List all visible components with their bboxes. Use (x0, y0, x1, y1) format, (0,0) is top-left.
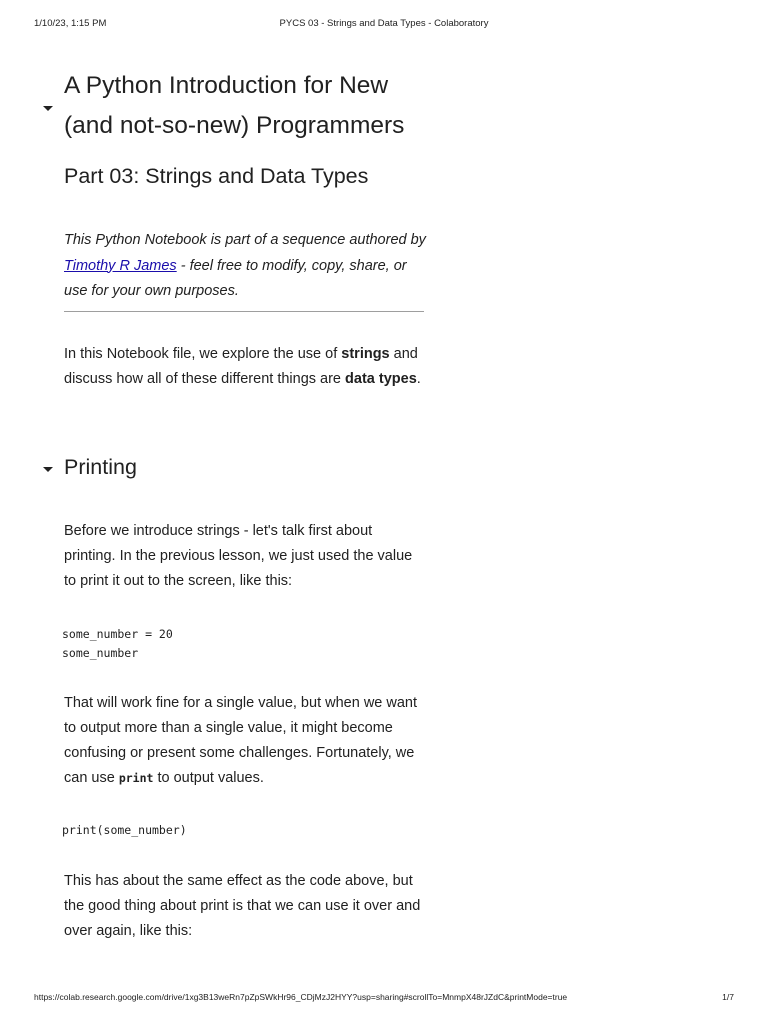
data-types-bold: data types (345, 371, 417, 387)
intro-text (64, 228, 426, 305)
printing-para-3: This has about the same effect as the code above, but the good thing about print is that we can use it over and over again, like this: (64, 873, 421, 939)
notebook-subtitle: Part 03: Strings and Data Types (64, 164, 369, 188)
print-page-title: PYCS 03 - Strings and Data Types - Colaboratory (279, 18, 489, 29)
collapse-section-caret-icon[interactable] (43, 106, 53, 111)
code-cell-2[interactable] (62, 821, 187, 840)
overview-text-part1: In this Notebook file, we explore the use of (64, 346, 342, 362)
overview-text-part2: and discuss how all of these different things are (64, 346, 418, 387)
code-cell-1[interactable] (62, 625, 173, 663)
printing-heading: Printing (64, 455, 137, 479)
code-line: print(some_number) (62, 823, 187, 837)
title-line-2: (and not-so-new) Programmers (64, 112, 405, 139)
print-url: https://colab.research.google.com/drive/1xg3B13weRn7pZpSWkHr96_CDjMzJ2HYY?usp=sharing#scrollTo=MnmpX48rJZdC&printMode=true (34, 992, 568, 1002)
intro-text-part2: - feel free to modify, copy, share, or use for your own purposes. (64, 257, 407, 299)
printing-para-2-part2: to output values. (153, 770, 264, 786)
notebook-title (64, 66, 426, 146)
overview-text-part3: . (416, 371, 421, 387)
code-line: some_number (62, 646, 139, 660)
printing-para-1: Before we introduce strings - let's talk first about printing. In the previous lesson, we just used the value to print it out to the screen, like this: (64, 523, 413, 589)
title-line-1: A Python Introduction for New (64, 72, 389, 99)
print-footer (34, 992, 734, 1006)
overview-text (64, 342, 426, 392)
print-datetime: 1/10/23, 1:15 PM (34, 18, 107, 29)
code-line: some_number = 20 (62, 627, 173, 641)
collapse-printing-caret-icon[interactable] (43, 467, 53, 472)
horizontal-divider (64, 311, 424, 312)
strings-bold: strings (341, 346, 390, 362)
intro-text-part1: This Python Notebook is part of a sequence authored by (64, 232, 426, 248)
printing-para-2 (64, 691, 426, 791)
author-link[interactable]: Timothy R James (64, 257, 177, 274)
print-page-number: 1/7 (722, 992, 734, 1002)
print-header (34, 18, 734, 32)
inline-code-print: print (118, 771, 154, 785)
printing-para-2-part1: That will work fine for a single value, but when we want to output more than a single value, it might become confusing or present some challenges. Fortunately, we can use (64, 695, 418, 786)
